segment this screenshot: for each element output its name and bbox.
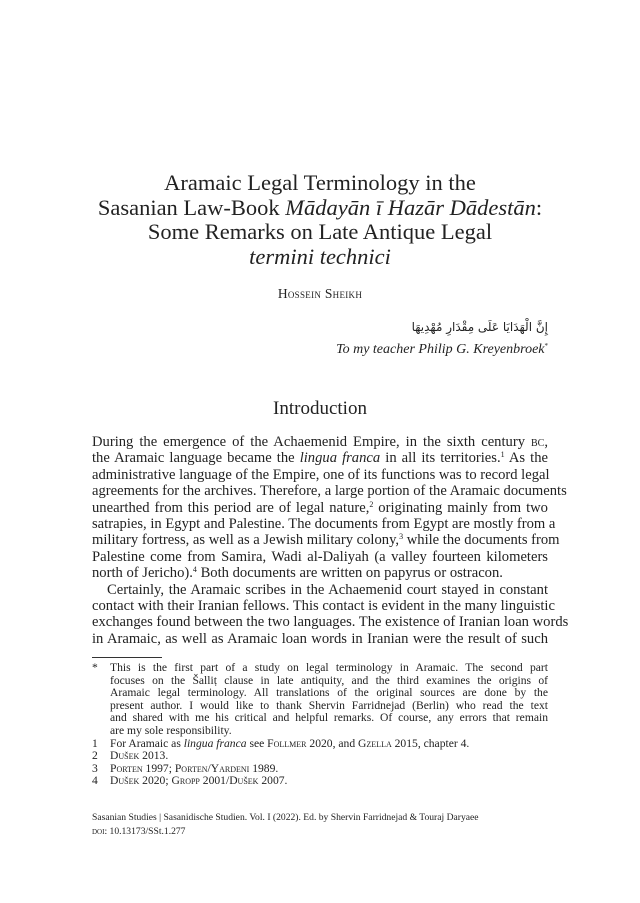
text-span: in Aramaic, as well as Aramaic loan words in Iranian were the result of such	[92, 630, 548, 647]
footnote-ref[interactable]: 4	[192, 565, 197, 575]
text-span: 2015, chapter 4.	[391, 736, 470, 750]
text-line	[92, 467, 548, 483]
footnote-text	[110, 738, 548, 751]
text-span: administrative language of the Empire, one of its functions was to record legal	[92, 466, 550, 483]
footnote-text	[110, 662, 548, 738]
footnote-divider	[92, 657, 162, 658]
article-title	[0, 171, 640, 269]
text-span: Gzella	[358, 736, 392, 750]
text-span: focuses on the Šalliṭ clause in late antiquity, and the third examines the origins of	[110, 673, 548, 687]
text-span: Certainly, the Aramaic scribes in the Achaemenid court stayed in constant	[107, 581, 548, 598]
text-line	[110, 738, 548, 751]
text-span: originating mainly from two	[373, 499, 548, 516]
text-span: Palestine come from Samira, Wadi al-Daliyah (a valley fourteen kilometers	[92, 548, 548, 565]
text-span: military fortress, as well as a Jewish military colony,	[92, 532, 400, 549]
text-line	[92, 582, 548, 598]
italic-text: lingua franca	[183, 736, 247, 750]
footnote-text	[110, 775, 548, 788]
text-line	[92, 483, 567, 500]
title-line-4	[0, 245, 640, 270]
text-span: the Aramaic language became the	[92, 450, 300, 467]
title-text: Sasanian Law-Book	[97, 194, 286, 220]
text-span: unearthed from this period are of legal nature,	[92, 499, 370, 516]
text-line	[92, 500, 548, 516]
footer-doi	[92, 825, 479, 839]
author-name: Hossein Sheikh	[277, 286, 363, 301]
title-italic: Mādayān ī Hazār Dādestān	[285, 194, 536, 220]
text-span: in all its territories.	[380, 450, 501, 467]
text-line	[92, 532, 560, 549]
dedication	[336, 342, 548, 358]
text-span: 1997;	[142, 761, 175, 775]
text-span: For Aramaic as	[110, 736, 184, 750]
footnote-marker: *	[92, 661, 98, 674]
footnotes	[92, 662, 548, 788]
footnote-marker: 4	[92, 774, 98, 788]
footnote-marker: 1	[92, 736, 98, 750]
title-line-1: Aramaic Legal Terminology in the	[164, 170, 476, 195]
text-span: Aramaic legal terminology. All translations of the original sources are done by the	[110, 686, 548, 700]
doi-value: : 10.13173/SSt.1.277	[104, 826, 186, 837]
epigraph-arabic: إِنَّ الْهَدَايَا عَلَى مِقْدَارِ مُهْدِيهَا	[411, 320, 548, 334]
footnote	[92, 775, 548, 788]
text-line	[92, 631, 548, 647]
dedication-text: To my teacher Philip G. Kreyenbroek	[336, 342, 545, 357]
text-span: contact with their Iranian fellows. This contact is evident in the many linguistic	[92, 598, 555, 615]
text-span: 2013.	[139, 749, 169, 763]
text-span: present author. I would like to thank Shervin Farridnejad (Berlin) who read the text	[110, 698, 548, 712]
text-span: Dušek	[229, 774, 259, 788]
section-heading: Introduction	[273, 398, 367, 419]
text-span: 2020, and	[306, 736, 359, 750]
text-span: and shared with me his critical and helpful remarks. Of course, any errors that remain	[110, 711, 548, 725]
footnote-ref[interactable]: 2	[369, 499, 374, 509]
text-span: bc	[531, 434, 545, 450]
text-span: Gropp	[171, 774, 200, 788]
text-span: Dušek	[110, 749, 140, 763]
text-span: 2001/	[199, 774, 230, 788]
footnote-marker: 3	[92, 761, 98, 775]
text-span: This is the first part of a study on legal terminology in Aramaic. The second part	[110, 661, 548, 674]
text-span: agreements for the archives. Therefore, a large portion of the Aramaic documents	[92, 483, 567, 500]
text-span: satrapies, in Egypt and Palestine. The documents from Egypt are mostly from a	[92, 516, 556, 533]
text-line	[110, 775, 548, 788]
page-footer	[92, 811, 479, 839]
footnote-marker: 2	[92, 749, 98, 763]
body-text	[92, 434, 569, 647]
text-line	[92, 516, 556, 533]
text-line	[92, 450, 548, 466]
text-span: see	[246, 736, 268, 750]
text-span: Both documents are written on papyrus or ostracon.	[196, 565, 503, 582]
text-span: Follmer	[267, 736, 307, 750]
text-span: are my sole responsibility.	[110, 723, 232, 737]
text-span: During the emergence of the Achaemenid Empire, in the sixth century	[92, 434, 531, 450]
text-span: 1989.	[249, 761, 279, 775]
text-span: north of Jericho).	[92, 565, 193, 582]
title-italic: termini technici	[249, 243, 391, 269]
footnote-ref[interactable]: 1	[500, 450, 505, 460]
text-line	[92, 598, 555, 615]
text-span: Dušek	[110, 774, 140, 788]
footnote-ref[interactable]: 3	[399, 532, 404, 542]
text-line	[92, 614, 569, 631]
text-span: ,	[544, 434, 548, 450]
footer-publication: Sasanian Studies | Sasanidische Studien. Vol. I (2022). Ed. by Shervin Farridnejad & Touraj Daryaee	[92, 812, 479, 823]
italic-text: lingua franca	[299, 450, 381, 467]
footnote	[92, 662, 548, 738]
footnote-ref[interactable]: *	[544, 342, 548, 350]
text-span: Porten/Yardeni	[174, 761, 250, 775]
text-span: Porten	[110, 761, 143, 775]
text-line	[92, 434, 548, 450]
text-span: exchanges found between the two languages. The existence of Iranian loan words	[92, 614, 569, 631]
text-line	[92, 549, 548, 565]
title-line-3: Some Remarks on Late Antique Legal	[147, 219, 493, 244]
text-span: 2007.	[258, 774, 288, 788]
title-colon: :	[535, 194, 543, 220]
doi-label: doi	[92, 826, 105, 837]
text-span: while the documents from	[403, 532, 560, 549]
text-line	[92, 565, 548, 581]
text-span: 2020;	[139, 774, 172, 788]
title-line-2	[0, 196, 640, 221]
text-span: As the	[504, 450, 548, 467]
